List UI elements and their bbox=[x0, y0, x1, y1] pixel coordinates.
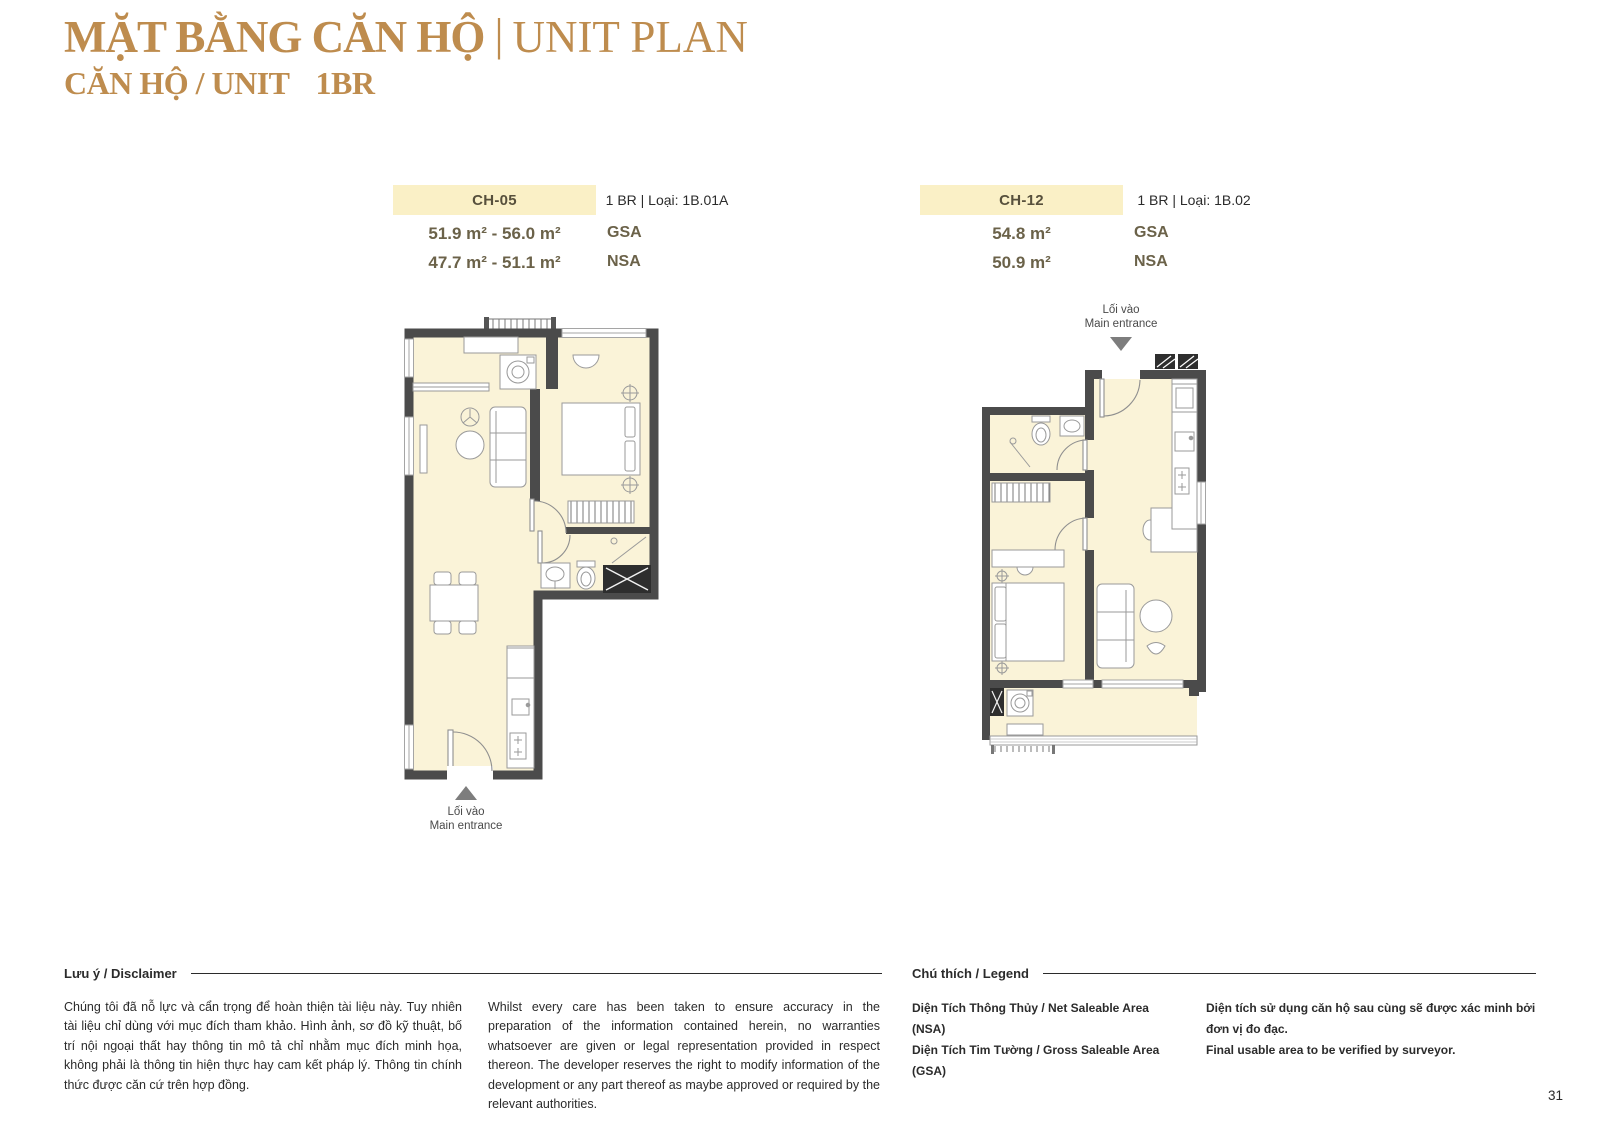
page-header bbox=[64, 10, 748, 102]
washing-machine-icon bbox=[1007, 690, 1033, 716]
kitchen-counter-icon bbox=[1172, 379, 1197, 529]
legend-label: Chú thích / Legend bbox=[912, 966, 1029, 981]
disclaimer-text-en: Whilst every care has been taken to ensure accuracy in the preparation of the information contained herein, no warranties whatsoever are given or legal representation provided in respect thereon. The developer reserves the right to modify information of the development or any part thereof as maybe approved or required by the relevant authorities. bbox=[488, 1000, 880, 1111]
unit-code: CH-12 bbox=[920, 185, 1123, 215]
dresser bbox=[992, 550, 1064, 567]
gsa-label: GSA bbox=[607, 224, 642, 241]
nsa-label: NSA bbox=[1134, 253, 1168, 270]
entrance-opening bbox=[447, 766, 493, 780]
nsa-row bbox=[393, 253, 738, 273]
service-shaft bbox=[603, 565, 651, 593]
gsa-value: 54.8 m² bbox=[992, 224, 1051, 243]
page-title-vi: MẶT BẰNG CĂN HỘ bbox=[64, 12, 485, 62]
legend-section bbox=[912, 966, 1536, 1082]
entrance-arrow-icon bbox=[1110, 337, 1132, 351]
nsa-row bbox=[920, 253, 1265, 273]
entrance-label-en: Main entrance bbox=[1084, 318, 1158, 331]
unit-card-ch-12 bbox=[920, 185, 1265, 273]
divider-line bbox=[191, 973, 882, 974]
balcony-window bbox=[413, 383, 489, 391]
legend-item-gsa: Diện Tích Tim Tường / Gross Saleable Area (GSA) bbox=[912, 1043, 1160, 1078]
legend-note-vi: Diện tích sử dụng căn hộ sau cùng sẽ được xác minh bởi đơn vị đo đạc. bbox=[1206, 1001, 1536, 1036]
ac-ledge-rail bbox=[484, 317, 556, 330]
entrance-label-ch-05 bbox=[400, 786, 532, 834]
gsa-row bbox=[393, 224, 738, 244]
balcony-shelf bbox=[464, 337, 518, 353]
page-number: 31 bbox=[1548, 1088, 1564, 1103]
bed-icon bbox=[562, 403, 640, 475]
legend-note-en: Final usable area to be verified by surveyor. bbox=[1206, 1043, 1456, 1057]
gsa-label: GSA bbox=[1134, 224, 1169, 241]
subtitle-unit-type: 1BR bbox=[315, 65, 375, 102]
unit-type-label: 1 BR | Loại: 1B.01A bbox=[596, 185, 738, 215]
entrance-label-en: Main entrance bbox=[429, 820, 503, 833]
unit-header bbox=[920, 185, 1265, 215]
balcony-railing bbox=[990, 736, 1197, 754]
coffee-table bbox=[456, 431, 484, 459]
sofa-icon bbox=[1097, 584, 1134, 668]
page-subtitle bbox=[64, 65, 748, 102]
kitchen-counter-icon bbox=[507, 646, 534, 768]
floor-plan-ch-05 bbox=[400, 313, 665, 793]
nsa-label: NSA bbox=[607, 253, 641, 270]
bathroom-sink-icon bbox=[541, 563, 570, 589]
coffee-table bbox=[1140, 600, 1172, 632]
sofa-icon bbox=[490, 407, 526, 487]
floor-plan-ch-12 bbox=[950, 350, 1212, 755]
ac-units-icon bbox=[1155, 354, 1198, 369]
wardrobe-icon bbox=[568, 501, 634, 523]
washing-machine-icon bbox=[500, 355, 536, 389]
page-title bbox=[64, 10, 748, 62]
service-shaft bbox=[990, 688, 1004, 716]
disclaimer-text-vi: Chúng tôi đã nỗ lực và cẩn trọng để hoàn thiện tài liệu này. Tuy nhiên tài liệu chỉ dùng với mục đích tham khảo. Hình ảnh, sơ đồ kỹ thuật, bố trí nội ngoại thất hay thông tin mô tả chỉ nhằm mục đích minh họa, không phải là thông tin hiện thực hay cam kết pháp lý. Thông tin chính thức được căn cứ trên hợp đồng. bbox=[64, 1000, 462, 1092]
bed-icon bbox=[992, 583, 1064, 661]
toilet-icon bbox=[577, 561, 595, 589]
disclaimer-label: Lưu ý / Disclaimer bbox=[64, 966, 177, 981]
entrance-label-ch-12 bbox=[1021, 303, 1221, 351]
balcony-shelf bbox=[1007, 724, 1043, 735]
page-title-en: UNIT PLAN bbox=[512, 12, 748, 62]
entrance-arrow-icon bbox=[455, 786, 477, 800]
unit-code: CH-05 bbox=[393, 185, 596, 215]
unit-card-ch-05 bbox=[393, 185, 738, 273]
tv-console bbox=[420, 425, 427, 473]
subtitle-label: CĂN HỘ / UNIT bbox=[64, 65, 290, 102]
gsa-value: 51.9 m² - 56.0 m² bbox=[428, 224, 561, 243]
title-separator: | bbox=[494, 10, 503, 60]
wardrobe-icon bbox=[992, 483, 1050, 502]
entrance-label-vi: Lối vào bbox=[1102, 304, 1140, 316]
unit-header bbox=[393, 185, 738, 215]
gsa-row bbox=[920, 224, 1265, 244]
bathroom-sink-icon bbox=[1060, 416, 1084, 436]
disclaimer-section bbox=[64, 966, 882, 1114]
unit-type-label: 1 BR | Loại: 1B.02 bbox=[1123, 185, 1265, 215]
legend-item-nsa: Diện Tích Thông Thủy / Net Saleable Area (NSA) bbox=[912, 1001, 1149, 1036]
nsa-value: 50.9 m² bbox=[992, 253, 1051, 272]
legend-items-left bbox=[912, 998, 1184, 1082]
divider-line bbox=[1043, 973, 1536, 974]
legend-items-right bbox=[1206, 998, 1536, 1082]
toilet-icon bbox=[1032, 416, 1050, 445]
nsa-value: 47.7 m² - 51.1 m² bbox=[428, 253, 561, 272]
entrance-label-vi: Lối vào bbox=[447, 806, 485, 818]
